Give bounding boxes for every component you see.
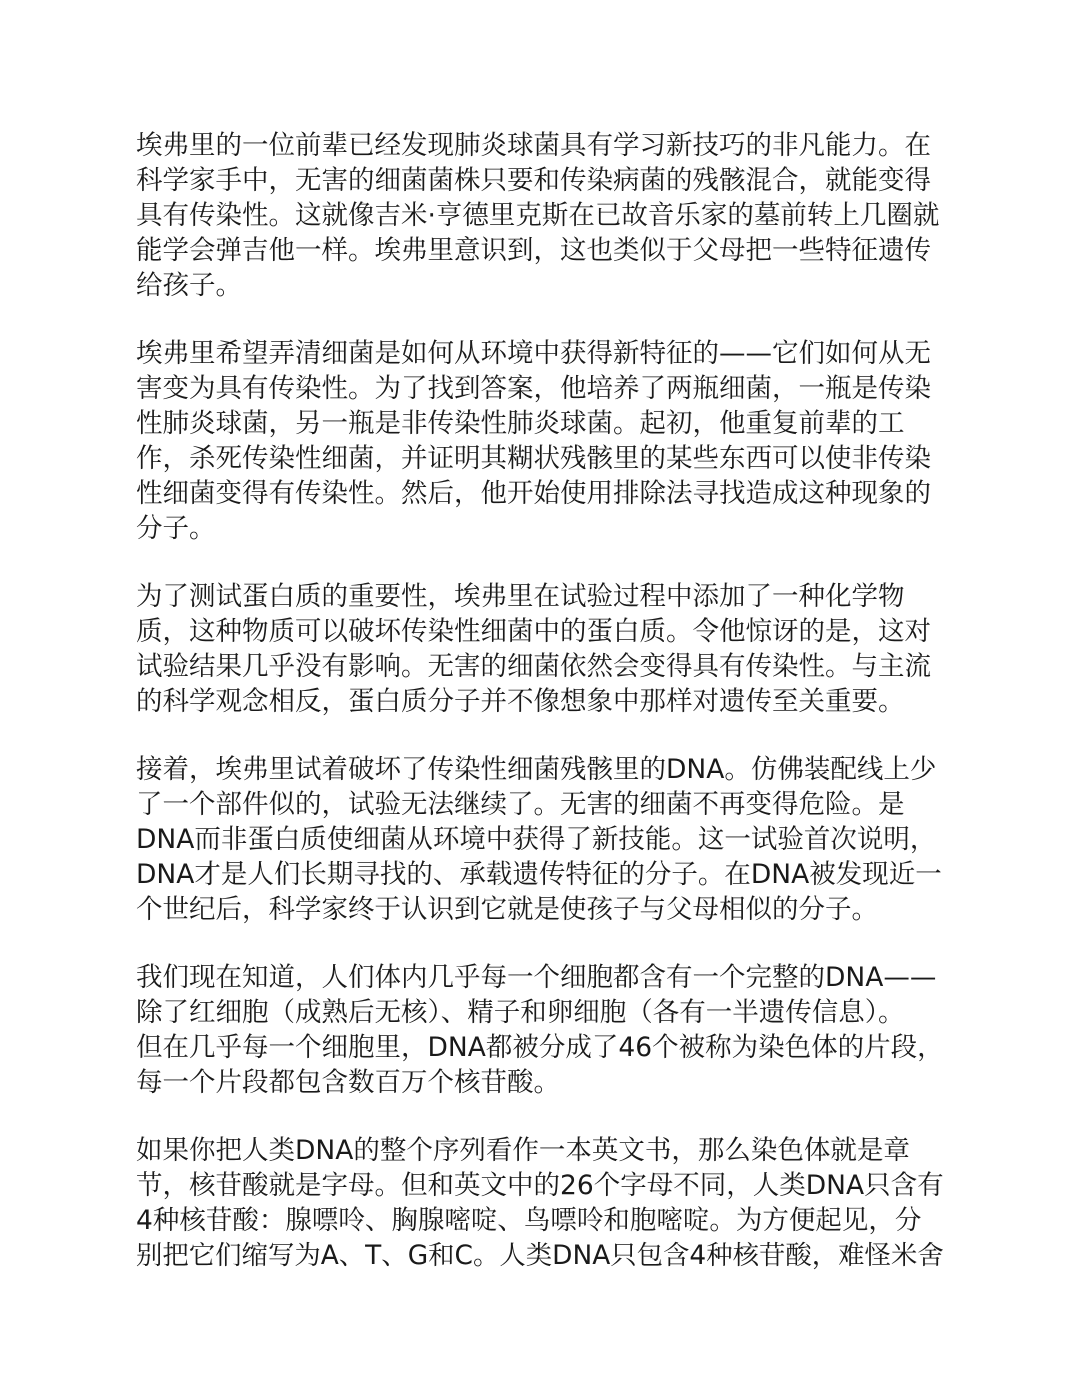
text-line: 害变为具有传染性。为了找到答案，他培养了两瓶细菌，一瓶是传染 xyxy=(136,373,931,404)
text-line: 为了测试蛋白质的重要性，埃弗里在试验过程中添加了一种化学物 xyxy=(136,581,905,612)
paragraph-1 xyxy=(136,128,944,303)
text-line: 我们现在知道，人们体内几乎每一个细胞都含有一个完整的DNA—— xyxy=(136,962,937,993)
text-line: 别把它们缩写为A、T、G和C。人类DNA只包含4种核苷酸，难怪米舍 xyxy=(136,1240,944,1271)
text-line: 给孩子。 xyxy=(136,270,242,301)
text-line: 4种核苷酸：腺嘌呤、胸腺嘧啶、鸟嘌呤和胞嘧啶。为方便起见，分 xyxy=(136,1205,922,1236)
text-line: 接着，埃弗里试着破坏了传染性细菌残骸里的DNA。仿佛装配线上少 xyxy=(136,754,937,785)
paragraph-3 xyxy=(136,579,944,719)
text-line: 个世纪后，科学家终于认识到它就是使孩子与父母相似的分子。 xyxy=(136,894,878,925)
text-line: 具有传染性。这就像吉米·亨德里克斯在已故音乐家的墓前转上几圈就 xyxy=(136,200,940,231)
text-line: 但在几乎每一个细胞里，DNA都被分成了46个被称为染色体的片段， xyxy=(136,1032,944,1063)
text-line: 埃弗里希望弄清细菌是如何从环境中获得新特征的——它们如何从无 xyxy=(136,338,931,369)
text-line: 作，杀死传染性细菌，并证明其糊状残骸里的某些东西可以使非传染 xyxy=(136,443,931,474)
text-line: 性细菌变得有传染性。然后，他开始使用排除法寻找造成这种现象的 xyxy=(136,478,931,509)
text-line: 分子。 xyxy=(136,513,216,544)
text-line: 节，核苷酸就是字母。但和英文中的26个字母不同，人类DNA只含有 xyxy=(136,1170,944,1201)
paragraph-5 xyxy=(136,960,944,1100)
text-line: 除了红细胞（成熟后无核）、精子和卵细胞（各有一半遗传信息）。 xyxy=(136,997,905,1028)
paragraph-2 xyxy=(136,336,944,546)
text-line: 了一个部件似的，试验无法继续了。无害的细菌不再变得危险。是 xyxy=(136,789,905,820)
text-line: 性肺炎球菌，另一瓶是非传染性肺炎球菌。起初，他重复前辈的工 xyxy=(136,408,905,439)
text-line: 质，这种物质可以破坏传染性细菌中的蛋白质。令他惊讶的是，这对 xyxy=(136,616,931,647)
text-line: 的科学观念相反，蛋白质分子并不像想象中那样对遗传至关重要。 xyxy=(136,686,905,717)
text-line: 能学会弹吉他一样。埃弗里意识到，这也类似于父母把一些特征遗传 xyxy=(136,235,931,266)
article-body xyxy=(136,128,944,1306)
paragraph-4 xyxy=(136,752,944,927)
text-line: 如果你把人类DNA的整个序列看作一本英文书，那么染色体就是章 xyxy=(136,1135,910,1166)
text-line: DNA才是人们长期寻找的、承载遗传特征的分子。在DNA被发现近一 xyxy=(136,859,942,890)
paragraph-6 xyxy=(136,1133,944,1273)
text-line: 每一个片段都包含数百万个核苷酸。 xyxy=(136,1067,560,1098)
text-line: 埃弗里的一位前辈已经发现肺炎球菌具有学习新技巧的非凡能力。在 xyxy=(136,130,931,161)
text-line: 科学家手中，无害的细菌菌株只要和传染病菌的残骸混合，就能变得 xyxy=(136,165,931,196)
text-line: DNA而非蛋白质使细菌从环境中获得了新技能。这一试验首次说明， xyxy=(136,824,937,855)
text-line: 试验结果几乎没有影响。无害的细菌依然会变得具有传染性。与主流 xyxy=(136,651,931,682)
